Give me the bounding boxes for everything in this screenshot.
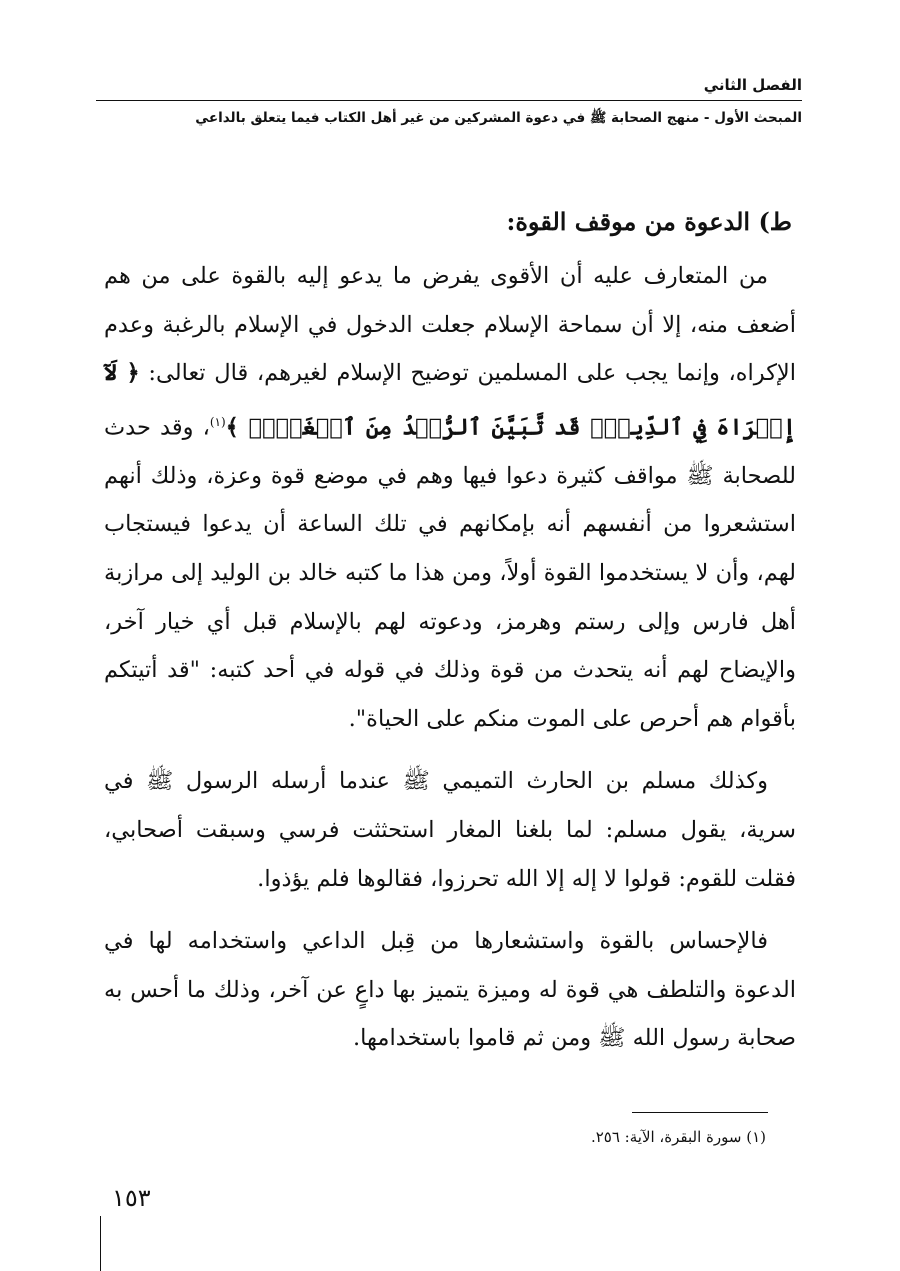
page-header: [96, 74, 802, 129]
chapter-title: الفصل الثاني: [703, 76, 802, 94]
paragraph-2: وكذلك مسلم بن الحارث التميمي ﷺ عندما أرسله الرسول ﷺ في سرية، يقول مسلم: لما بلغنا المغار استحثثت فرسي وسبقت أصحابي، فقلت للقوم: قولوا لا إله إلا الله تحرزوا، فقالوها فلم يؤذوا.: [104, 768, 796, 892]
subheading: ط) الدعوة من موقف القوة:: [506, 207, 792, 236]
footnote-rule: [632, 1112, 768, 1113]
main-content: [104, 192, 796, 1063]
paragraph-1-intro: من المتعارف عليه أن الأقوى يفرض ما يدعو إليه بالقوة على من هم أضعف منه، إلا أن سماحة الإسلام جعلت الدخول في الإسلام بالرغبة وعدم الإكراه، وإنما يجب على المسلمين توضيح الإسلام لغيرهم، قال تعالى:: [104, 263, 797, 387]
paragraph-3: فالإحساس بالقوة واستشعارها من قِبل الداعي واستخدامه لها في الدعوة والتلطف هي قوة له وميزة يتميز بها داعٍ عن آخر، وذلك ما أحس به صحابة رسول الله ﷺ ومن ثم قاموا باستخدامها.: [104, 928, 796, 1052]
footnote-reference[interactable]: (١): [209, 414, 226, 429]
header-rule: [96, 100, 802, 101]
footnote: (١) سورة البقرة، الآية: ٢٥٦.: [590, 1128, 766, 1146]
quran-verse: ﴿ لَآ إِكۡرَاهَ فِي ٱلدِّينِۖ قَد تَّبَيَّنَ ٱلرُّشۡدُ مِنَ ٱلۡغَيِّۚ ﴾: [104, 360, 796, 441]
margin-line: [100, 1216, 101, 1271]
paragraph-1-body: ، وقد حدث للصحابة ﷺ مواقف كثيرة دعوا فيها وهم في موضع قوة وعزة، وذلك أنهم استشعروا من أنفسهم أنه بإمكانهم في تلك الساعة أن يدعوا فيستجاب لهم، وأن لا يستخدموا القوة أولاً، ومن هذا ما كتبه خالد بن الوليد إلى مرازبة أهل فارس وإلى رستم وهرمز، ودعوته لهم بالإسلام قبل أي خيار آخر، والإيضاح لهم أنه يتحدث من قوة وذلك في قوله في أحد كتبه: "قد أتيتكم بأقوام هم أحرص على الموت منكم على الحياة".: [104, 414, 796, 732]
section-title: المبحث الأول - منهج الصحابة ﷺ في دعوة المشركين من غير أهل الكتاب فيما يتعلق بالداعي: [195, 110, 802, 126]
paragraph-1: [104, 252, 796, 743]
page-number: ١٥٣: [112, 1184, 151, 1212]
